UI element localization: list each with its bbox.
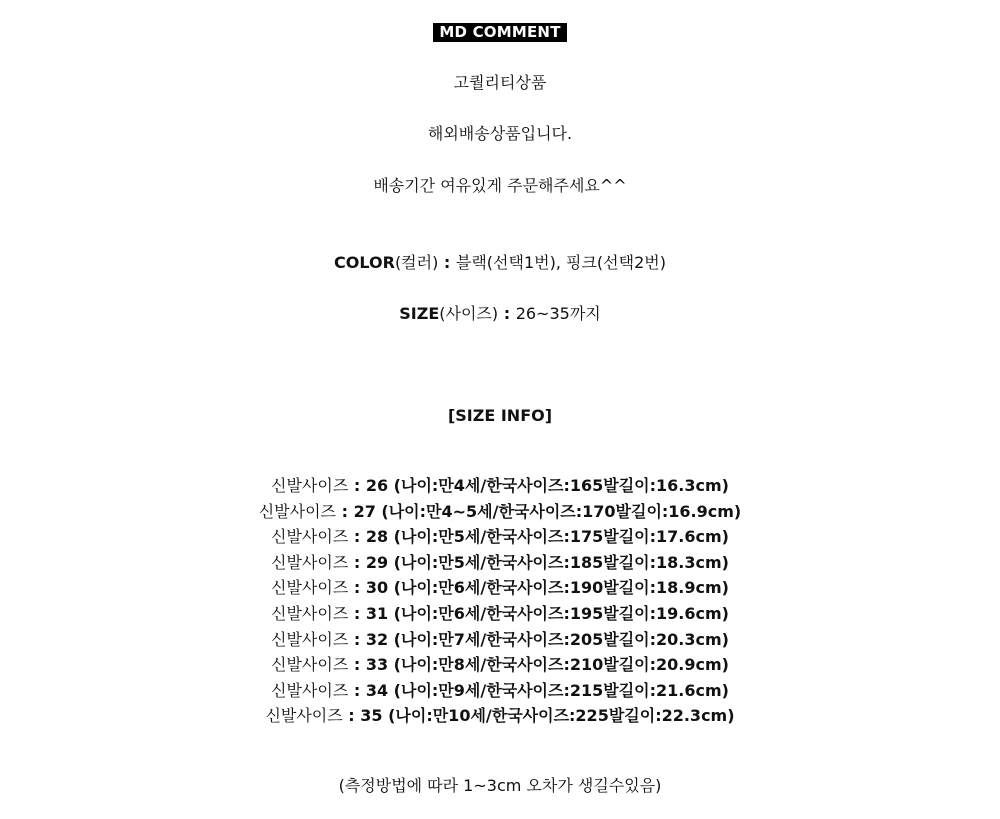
size-row-size: 26: [365, 476, 389, 495]
size-row-separator: :: [342, 706, 361, 726]
color-label-kr: (컬러): [394, 253, 439, 272]
comment-line-3: 배송기간 여유있게 주문해주세요^^: [373, 176, 627, 195]
size-row-prefix: 신발사이즈: [271, 655, 349, 675]
size-label-kr: (사이즈): [439, 304, 499, 323]
size-row-prefix: 신발사이즈: [271, 604, 349, 623]
size-row-separator: :: [348, 655, 366, 675]
size-row-separator: :: [336, 501, 354, 521]
size-row-size: 35: [360, 706, 383, 726]
size-row-detail: (나이:만6세/한국사이즈:190발길이:18.9cm): [388, 578, 729, 598]
size-row-separator: :: [348, 476, 366, 495]
size-separator: :: [498, 304, 516, 323]
size-row-prefix: 신발사이즈: [271, 552, 349, 572]
size-row-size: 34: [365, 680, 389, 700]
size-row-prefix: 신발사이즈: [271, 527, 349, 547]
size-row-detail: (나이:만10세/한국사이즈:225발길이:22.3cm): [382, 706, 735, 726]
size-row-size: 32: [365, 629, 389, 649]
measurement-footnote: (측정방법에 따라 1~3cm 오차가 생길수있음): [338, 776, 662, 795]
size-row-detail: (나이:만7세/한국사이즈:205발길이:20.3cm): [388, 629, 729, 649]
size-row-prefix: 신발사이즈: [265, 706, 343, 726]
size-row-separator: :: [348, 604, 366, 623]
size-info-title: [SIZE INFO]: [447, 406, 553, 425]
size-row: [0, 630, 1000, 650]
size-row: [0, 706, 1000, 726]
size-summary: [0, 304, 1000, 324]
size-row-prefix: 신발사이즈: [271, 680, 349, 700]
size-row-prefix: 신발사이즈: [271, 629, 349, 649]
size-row-prefix: 신발사이즈: [271, 578, 349, 598]
color-info: [0, 253, 1000, 273]
size-row-detail: (나이:만6세/한국사이즈:195발길이:19.6cm): [388, 604, 729, 623]
comment-line-2: 해외배송상품입니다.: [427, 124, 573, 143]
size-row-separator: :: [348, 680, 366, 700]
size-row-prefix: 신발사이즈: [271, 476, 349, 495]
size-row-separator: :: [348, 552, 366, 572]
size-row: [0, 476, 1000, 496]
size-row: [0, 578, 1000, 598]
size-row-size: 27: [353, 501, 376, 521]
size-value: 26~35까지: [515, 304, 601, 323]
size-row-size: 28: [365, 527, 389, 547]
size-row-detail: (나이:만5세/한국사이즈:185발길이:18.3cm): [388, 552, 729, 572]
size-label: SIZE: [399, 304, 440, 323]
size-row: [0, 681, 1000, 701]
size-row-size: 33: [365, 655, 389, 675]
size-row-detail: (나이:만4세/한국사이즈:165발길이:16.3cm): [388, 476, 729, 495]
size-row: [0, 655, 1000, 675]
size-row: [0, 502, 1000, 522]
size-row-detail: (나이:만5세/한국사이즈:175발길이:17.6cm): [388, 527, 729, 547]
size-row: [0, 527, 1000, 547]
size-row-detail: (나이:만9세/한국사이즈:215발길이:21.6cm): [388, 680, 729, 700]
size-row: [0, 604, 1000, 624]
md-comment-badge: MD COMMENT: [433, 23, 566, 42]
size-row: [0, 553, 1000, 573]
md-comment-header: [0, 22, 1000, 42]
size-row-size: 29: [365, 552, 389, 572]
size-row-size: 31: [365, 604, 389, 623]
size-row-separator: :: [348, 527, 366, 547]
color-value: 블랙(선택1번), 핑크(선택2번): [455, 253, 666, 272]
size-row-detail: (나이:만4~5세/한국사이즈:170발길이:16.9cm): [375, 501, 742, 521]
comment-line-1: 고퀄리티상품: [453, 73, 547, 92]
size-row-separator: :: [348, 629, 366, 649]
size-row-separator: :: [348, 578, 366, 598]
size-row-detail: (나이:만8세/한국사이즈:210발길이:20.9cm): [388, 655, 729, 675]
size-row-size: 30: [365, 578, 389, 598]
color-label: COLOR: [334, 253, 395, 272]
color-separator: :: [438, 253, 456, 272]
size-row-prefix: 신발사이즈: [258, 501, 337, 521]
